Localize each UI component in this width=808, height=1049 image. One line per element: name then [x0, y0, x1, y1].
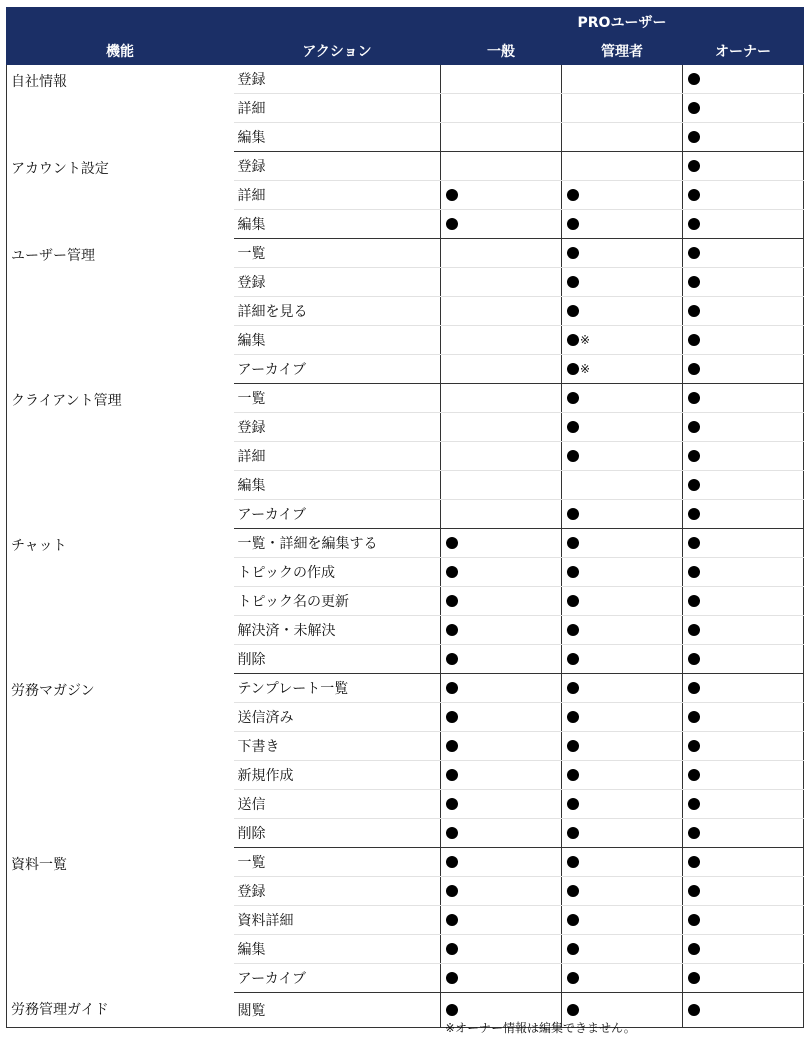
allowed-dot-icon: [688, 943, 700, 955]
allowed-dot-icon: [688, 131, 700, 143]
admin-permission-cell: [562, 500, 683, 529]
general-permission-cell: [441, 123, 562, 152]
admin-permission-cell: [562, 471, 683, 500]
feature-label: 資料一覧: [7, 848, 234, 993]
allowed-dot-icon: [567, 189, 579, 201]
allowed-dot-icon: [567, 421, 579, 433]
allowed-dot-icon: [446, 682, 458, 694]
action-label: 編集: [234, 471, 441, 500]
general-permission-cell: [441, 674, 562, 703]
action-label: 新規作成: [234, 761, 441, 790]
allowed-dot-icon: [567, 624, 579, 636]
admin-permission-cell: [562, 181, 683, 210]
action-label: 詳細: [234, 442, 441, 471]
action-label: 解決済・未解決: [234, 616, 441, 645]
owner-permission-cell: [683, 355, 804, 384]
action-label: 編集: [234, 123, 441, 152]
header-blank-cell: [7, 8, 441, 37]
allowed-dot-icon: [446, 943, 458, 955]
feature-label: 労務管理ガイド: [7, 993, 234, 1028]
owner-permission-cell: [683, 906, 804, 935]
general-permission-cell: [441, 413, 562, 442]
general-permission-cell: [441, 587, 562, 616]
owner-permission-cell: [683, 94, 804, 123]
feature-label: 労務マガジン: [7, 674, 234, 848]
general-permission-cell: [441, 819, 562, 848]
table-row: [7, 848, 804, 877]
action-label: 削除: [234, 819, 441, 848]
allowed-dot-icon: [567, 392, 579, 404]
allowed-dot-icon: [446, 740, 458, 752]
header-row-group: [7, 8, 804, 37]
general-permission-cell: [441, 500, 562, 529]
general-permission-cell: [441, 935, 562, 964]
allowed-dot-icon: [688, 73, 700, 85]
feature-label: 自社情報: [7, 65, 234, 152]
owner-permission-cell: [683, 761, 804, 790]
general-permission-cell: [441, 471, 562, 500]
allowed-dot-icon: [446, 856, 458, 868]
general-permission-cell: [441, 181, 562, 210]
admin-permission-cell: [562, 790, 683, 819]
pro-user-group-header: PROユーザー: [441, 8, 804, 37]
owner-permission-cell: [683, 558, 804, 587]
owner-permission-cell: [683, 877, 804, 906]
owner-permission-cell: [683, 268, 804, 297]
admin-permission-cell: [562, 442, 683, 471]
action-label: アーカイブ: [234, 500, 441, 529]
allowed-dot-icon: [688, 450, 700, 462]
admin-permission-cell: [562, 413, 683, 442]
admin-permission-cell: [562, 616, 683, 645]
allowed-dot-icon: [688, 276, 700, 288]
allowed-dot-icon: [446, 189, 458, 201]
allowed-dot-icon: [446, 885, 458, 897]
allowed-dot-icon: [688, 624, 700, 636]
allowed-dot-icon: [688, 595, 700, 607]
owner-permission-cell: [683, 964, 804, 993]
allowed-dot-icon: [567, 247, 579, 259]
owner-permission-cell: [683, 65, 804, 94]
allowed-dot-icon: [567, 943, 579, 955]
owner-permission-cell: [683, 500, 804, 529]
owner-permission-cell: [683, 413, 804, 442]
admin-permission-cell: [562, 210, 683, 239]
general-permission-cell: [441, 210, 562, 239]
allowed-dot-icon: [688, 218, 700, 230]
general-permission-cell: [441, 732, 562, 761]
owner-permission-cell: [683, 529, 804, 558]
general-permission-cell: [441, 703, 562, 732]
allowed-dot-icon: [567, 885, 579, 897]
allowed-dot-icon: [567, 711, 579, 723]
admin-permission-cell: [562, 674, 683, 703]
allowed-dot-icon: [567, 740, 579, 752]
action-label: 編集: [234, 210, 441, 239]
permissions-body: [7, 65, 804, 1028]
owner-permission-cell: [683, 181, 804, 210]
allowed-dot-icon: [688, 421, 700, 433]
owner-permission-cell: [683, 239, 804, 268]
allowed-dot-icon: [688, 682, 700, 694]
action-label: 一覧: [234, 848, 441, 877]
allowed-dot-icon: [567, 276, 579, 288]
allowed-dot-icon: [688, 189, 700, 201]
allowed-dot-icon: [567, 972, 579, 984]
action-label: 送信: [234, 790, 441, 819]
allowed-dot-icon: [688, 247, 700, 259]
note-mark: ※: [580, 333, 591, 347]
action-label: 下書き: [234, 732, 441, 761]
table-row: [7, 384, 804, 413]
allowed-dot-icon: [446, 1004, 458, 1016]
action-label: アーカイブ: [234, 355, 441, 384]
action-label: 登録: [234, 152, 441, 181]
admin-permission-cell: [562, 645, 683, 674]
table-row: [7, 993, 804, 1028]
allowed-dot-icon: [567, 566, 579, 578]
allowed-dot-icon: [688, 508, 700, 520]
allowed-dot-icon: [688, 740, 700, 752]
table-row: [7, 529, 804, 558]
admin-permission-cell: [562, 732, 683, 761]
allowed-dot-icon: [688, 102, 700, 114]
owner-permission-cell: [683, 152, 804, 181]
admin-permission-cell: [562, 326, 683, 355]
allowed-dot-icon: [688, 1004, 700, 1016]
admin-permission-cell: [562, 877, 683, 906]
admin-permission-cell: [562, 384, 683, 413]
general-permission-cell: [441, 964, 562, 993]
allowed-dot-icon: [688, 653, 700, 665]
action-label: 編集: [234, 935, 441, 964]
action-label: 資料詳細: [234, 906, 441, 935]
allowed-dot-icon: [688, 885, 700, 897]
allowed-dot-icon: [688, 305, 700, 317]
action-label: 詳細: [234, 181, 441, 210]
admin-permission-cell: [562, 268, 683, 297]
allowed-dot-icon: [567, 218, 579, 230]
action-label: 一覧: [234, 239, 441, 268]
owner-permission-cell: [683, 790, 804, 819]
action-label: 登録: [234, 877, 441, 906]
owner-permission-cell: [683, 993, 804, 1028]
action-label: テンプレート一覧: [234, 674, 441, 703]
allowed-dot-icon: [446, 769, 458, 781]
owner-permission-cell: [683, 703, 804, 732]
allowed-dot-icon: [688, 566, 700, 578]
general-permission-cell: [441, 558, 562, 587]
allowed-dot-icon: [688, 972, 700, 984]
owner-permission-cell: [683, 297, 804, 326]
action-label: 編集: [234, 326, 441, 355]
action-label: 一覧: [234, 384, 441, 413]
general-column-header: 一般: [441, 37, 562, 65]
allowed-dot-icon: [446, 711, 458, 723]
feature-label: クライアント管理: [7, 384, 234, 529]
allowed-dot-icon: [688, 363, 700, 375]
allowed-dot-icon: [688, 711, 700, 723]
owner-column-header: オーナー: [683, 37, 804, 65]
general-permission-cell: [441, 442, 562, 471]
admin-permission-cell: [562, 703, 683, 732]
allowed-dot-icon: [688, 798, 700, 810]
owner-permission-cell: [683, 935, 804, 964]
general-permission-cell: [441, 65, 562, 94]
allowed-dot-icon: [567, 682, 579, 694]
allowed-dot-icon: [446, 972, 458, 984]
allowed-dot-icon: [567, 305, 579, 317]
admin-permission-cell: [562, 239, 683, 268]
owner-permission-cell: [683, 848, 804, 877]
admin-permission-cell: [562, 65, 683, 94]
admin-permission-cell: [562, 355, 683, 384]
feature-label: チャット: [7, 529, 234, 674]
general-permission-cell: [441, 790, 562, 819]
owner-permission-cell: [683, 587, 804, 616]
general-permission-cell: [441, 529, 562, 558]
admin-permission-cell: [562, 906, 683, 935]
general-permission-cell: [441, 326, 562, 355]
owner-permission-cell: [683, 123, 804, 152]
allowed-dot-icon: [567, 769, 579, 781]
feature-label: ユーザー管理: [7, 239, 234, 384]
table-row: [7, 65, 804, 94]
general-permission-cell: [441, 848, 562, 877]
admin-permission-cell: [562, 558, 683, 587]
admin-permission-cell: [562, 297, 683, 326]
owner-permission-cell: [683, 732, 804, 761]
permissions-table: [6, 7, 804, 1028]
allowed-dot-icon: [446, 624, 458, 636]
admin-permission-cell: [562, 529, 683, 558]
allowed-dot-icon: [567, 363, 579, 375]
action-label: 閲覧: [234, 993, 441, 1028]
action-label: 詳細を見る: [234, 297, 441, 326]
allowed-dot-icon: [446, 827, 458, 839]
allowed-dot-icon: [567, 595, 579, 607]
general-permission-cell: [441, 152, 562, 181]
allowed-dot-icon: [688, 479, 700, 491]
general-permission-cell: [441, 761, 562, 790]
feature-column-header: 機能: [7, 37, 234, 65]
allowed-dot-icon: [688, 827, 700, 839]
allowed-dot-icon: [688, 160, 700, 172]
admin-permission-cell: [562, 848, 683, 877]
allowed-dot-icon: [446, 218, 458, 230]
admin-permission-cell: [562, 761, 683, 790]
owner-permission-cell: [683, 210, 804, 239]
action-label: 登録: [234, 413, 441, 442]
admin-column-header: 管理者: [562, 37, 683, 65]
action-label: 削除: [234, 645, 441, 674]
allowed-dot-icon: [688, 856, 700, 868]
feature-label: アカウント設定: [7, 152, 234, 239]
owner-permission-cell: [683, 616, 804, 645]
allowed-dot-icon: [567, 914, 579, 926]
admin-permission-cell: [562, 94, 683, 123]
admin-permission-cell: [562, 152, 683, 181]
action-label: 登録: [234, 268, 441, 297]
allowed-dot-icon: [567, 827, 579, 839]
general-permission-cell: [441, 616, 562, 645]
admin-permission-cell: [562, 123, 683, 152]
owner-permission-cell: [683, 674, 804, 703]
action-label: アーカイブ: [234, 964, 441, 993]
general-permission-cell: [441, 268, 562, 297]
allowed-dot-icon: [446, 537, 458, 549]
action-label: トピック名の更新: [234, 587, 441, 616]
owner-permission-cell: [683, 819, 804, 848]
general-permission-cell: [441, 297, 562, 326]
allowed-dot-icon: [688, 392, 700, 404]
allowed-dot-icon: [567, 508, 579, 520]
allowed-dot-icon: [446, 566, 458, 578]
allowed-dot-icon: [688, 769, 700, 781]
general-permission-cell: [441, 355, 562, 384]
admin-permission-cell: [562, 964, 683, 993]
allowed-dot-icon: [446, 914, 458, 926]
allowed-dot-icon: [567, 856, 579, 868]
allowed-dot-icon: [688, 334, 700, 346]
allowed-dot-icon: [446, 595, 458, 607]
general-permission-cell: [441, 384, 562, 413]
note-mark: ※: [580, 362, 591, 376]
general-permission-cell: [441, 906, 562, 935]
table-row: [7, 152, 804, 181]
action-label: 送信済み: [234, 703, 441, 732]
owner-permission-cell: [683, 471, 804, 500]
allowed-dot-icon: [567, 450, 579, 462]
general-permission-cell: [441, 239, 562, 268]
allowed-dot-icon: [446, 798, 458, 810]
allowed-dot-icon: [446, 653, 458, 665]
allowed-dot-icon: [567, 798, 579, 810]
allowed-dot-icon: [567, 653, 579, 665]
admin-permission-cell: [562, 587, 683, 616]
action-column-header: アクション: [234, 37, 441, 65]
admin-permission-cell: [562, 935, 683, 964]
allowed-dot-icon: [567, 1004, 579, 1016]
allowed-dot-icon: [688, 537, 700, 549]
table-row: [7, 239, 804, 268]
header-row-columns: [7, 37, 804, 65]
allowed-dot-icon: [567, 537, 579, 549]
general-permission-cell: [441, 94, 562, 123]
footnote: ※オーナー情報は編集できません。: [445, 1021, 636, 1035]
owner-permission-cell: [683, 326, 804, 355]
action-label: トピックの作成: [234, 558, 441, 587]
allowed-dot-icon: [688, 914, 700, 926]
owner-permission-cell: [683, 384, 804, 413]
owner-permission-cell: [683, 645, 804, 674]
action-label: 詳細: [234, 94, 441, 123]
allowed-dot-icon: [567, 334, 579, 346]
general-permission-cell: [441, 645, 562, 674]
general-permission-cell: [441, 877, 562, 906]
owner-permission-cell: [683, 442, 804, 471]
action-label: 登録: [234, 65, 441, 94]
admin-permission-cell: [562, 819, 683, 848]
table-row: [7, 674, 804, 703]
action-label: 一覧・詳細を編集する: [234, 529, 441, 558]
